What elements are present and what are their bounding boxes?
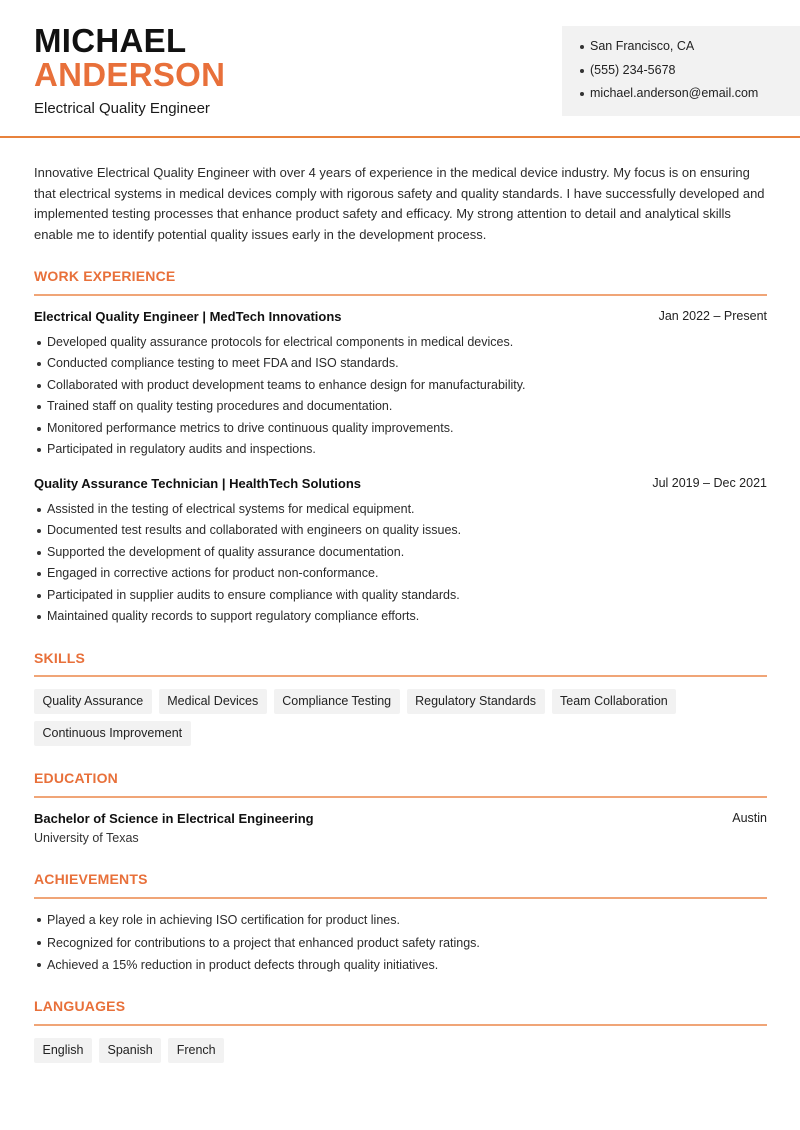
list-item: Recognized for contributions to a project that enhanced product safety ratings. — [34, 932, 767, 955]
education-location: Austin — [732, 811, 767, 825]
last-name: ANDERSON — [34, 56, 226, 93]
contact-email: michael.anderson@email.com — [580, 83, 800, 107]
skill-chip: Team Collaboration — [552, 689, 677, 714]
job-title-company: Quality Assurance Technician | HealthTech Solutions — [34, 476, 362, 491]
summary-paragraph: Innovative Electrical Quality Engineer with over 4 years of experience in the medical device industry. My focus is on ensuring that electrical systems in medical devices comply with rigorous safety and quality standards. I have successfully developed and implemented testing processes that enhance product safety and efficacy. My strong attention to detail and analytical skills enable me to identify potential quality issues early in the development process. — [34, 165, 765, 242]
job-entry-header — [34, 476, 767, 491]
section-title-achievements: ACHIEVEMENTS — [34, 871, 148, 887]
list-item: Played a key role in achieving ISO certification for product lines. — [34, 909, 767, 932]
list-item: Conducted compliance testing to meet FDA and ISO standards. — [34, 353, 767, 374]
list-item: Participated in supplier audits to ensure compliance with quality standards. — [34, 585, 767, 606]
list-item: Trained staff on quality testing procedures and documentation. — [34, 396, 767, 417]
resume-header — [0, 0, 800, 138]
job-dates: Jan 2022 – Present — [658, 309, 767, 323]
list-item: Monitored performance metrics to drive continuous quality improvements. — [34, 418, 767, 439]
list-item: Documented test results and collaborated with engineers on quality issues. — [34, 520, 767, 541]
language-chip: English — [34, 1038, 92, 1063]
job-bullets — [34, 332, 767, 460]
job-dates: Jul 2019 – Dec 2021 — [652, 476, 767, 490]
contact-list — [580, 36, 800, 107]
degree-title: Bachelor of Science in Electrical Engineering — [34, 811, 314, 826]
section-title-education: EDUCATION — [34, 770, 118, 786]
school-name: University of Texas — [34, 831, 139, 845]
languages-chips — [34, 1038, 767, 1063]
skills-chips — [34, 689, 767, 746]
section-divider — [34, 897, 767, 899]
list-item: Collaborated with product development teams to enhance design for manufacturability. — [34, 375, 767, 396]
skill-chip: Medical Devices — [159, 689, 267, 714]
education-entry-header — [34, 811, 767, 826]
skill-chip: Quality Assurance — [34, 689, 152, 714]
skill-chip: Regulatory Standards — [407, 689, 545, 714]
section-title-languages: LANGUAGES — [34, 998, 126, 1014]
list-item: Achieved a 15% reduction in product defects through quality initiatives. — [34, 954, 767, 977]
contact-phone: (555) 234-5678 — [580, 60, 800, 84]
contact-box — [562, 26, 800, 116]
section-title-skills: SKILLS — [34, 650, 85, 666]
section-divider — [34, 796, 767, 798]
list-item: Maintained quality records to support regulatory compliance efforts. — [34, 606, 767, 627]
language-chip: French — [168, 1038, 224, 1063]
list-item: Supported the development of quality assurance documentation. — [34, 542, 767, 563]
list-item: Developed quality assurance protocols for electrical components in medical devices. — [34, 332, 767, 353]
list-item: Assisted in the testing of electrical systems for medical equipment. — [34, 499, 767, 520]
job-entry-header — [34, 309, 767, 324]
list-item: Engaged in corrective actions for product non-conformance. — [34, 563, 767, 584]
first-name: MICHAEL — [34, 22, 187, 59]
skill-chip: Continuous Improvement — [34, 721, 191, 746]
section-title-work: WORK EXPERIENCE — [34, 268, 176, 284]
job-bullets — [34, 499, 767, 627]
job-title-company: Electrical Quality Engineer | MedTech Innovations — [34, 309, 342, 324]
language-chip: Spanish — [99, 1038, 161, 1063]
skill-chip: Compliance Testing — [274, 689, 400, 714]
list-item: Participated in regulatory audits and inspections. — [34, 439, 767, 460]
contact-location: San Francisco, CA — [580, 36, 800, 60]
achievements-list — [34, 909, 767, 977]
section-divider — [34, 1024, 767, 1026]
section-divider — [34, 675, 767, 677]
section-divider — [34, 294, 767, 296]
job-title: Electrical Quality Engineer — [34, 100, 210, 117]
